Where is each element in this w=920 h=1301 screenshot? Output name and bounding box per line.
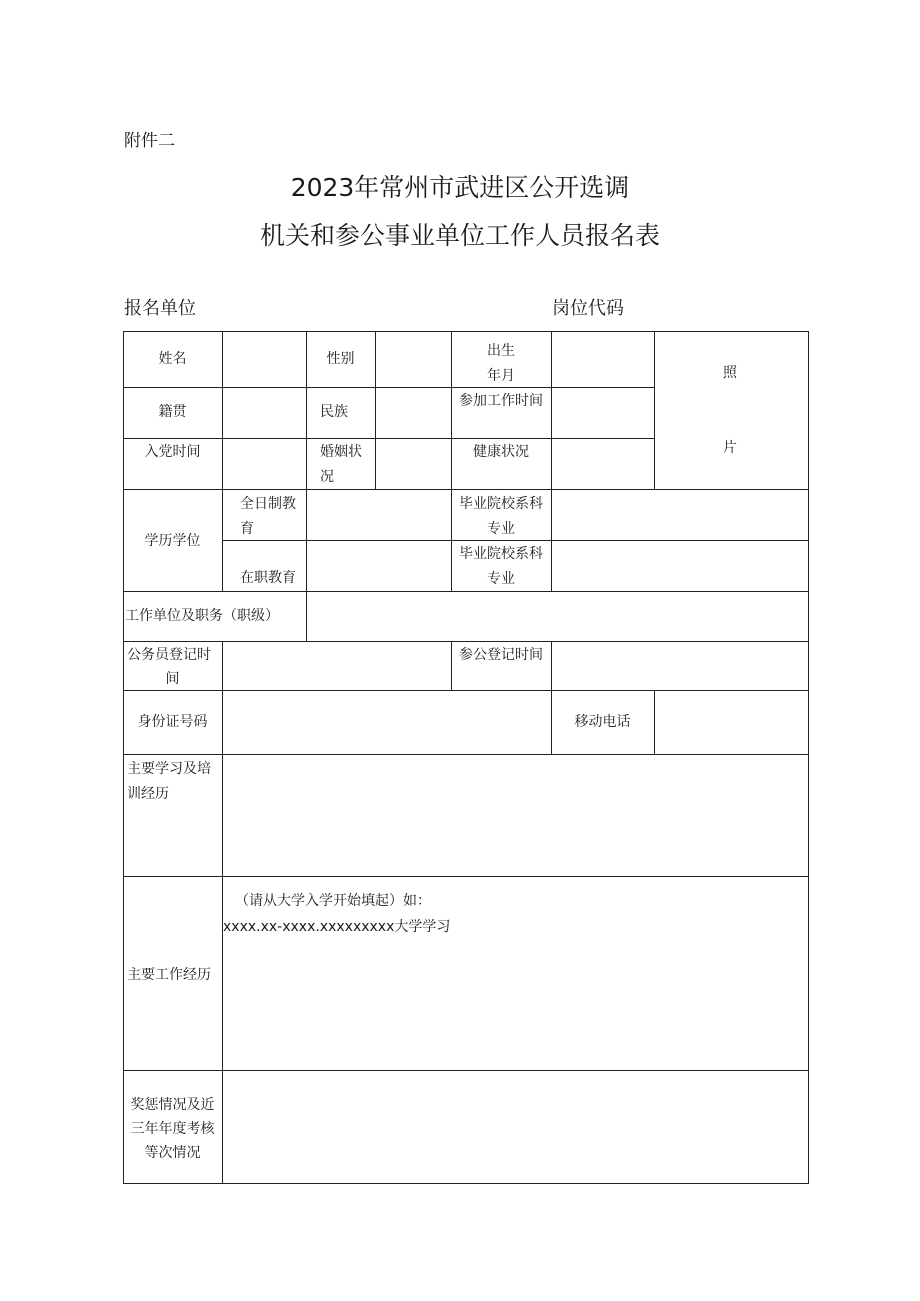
attachment-label: 附件二	[124, 131, 175, 151]
label-school-major-1a: 毕业院校系科	[459, 496, 543, 512]
registration-form	[123, 331, 809, 1184]
label-cg-reg: 参公登记时间	[459, 647, 543, 663]
label-employer-position: 工作单位及职务（职级）	[125, 608, 279, 624]
label-ethnicity: 民族	[320, 404, 348, 420]
label-awards-2: 三年年度考核	[130, 1121, 215, 1137]
label-education: 学历学位	[144, 533, 201, 549]
label-school-major-2b: 专业	[487, 571, 515, 587]
label-inservice: 在职教育	[240, 570, 296, 586]
photo-char-2: 片	[723, 440, 737, 456]
title-line-2: 机关和参公事业单位工作人员报名表	[259, 221, 660, 250]
work-hint-1: （请从大学入学开始填起）如：	[235, 893, 431, 909]
label-party-join: 入党时间	[144, 444, 201, 460]
label-birth-2: 年月	[487, 368, 515, 384]
label-work-start: 参加工作时间	[459, 393, 543, 409]
label-cs-reg-2: 间	[165, 671, 180, 687]
label-marital-1: 婚姻状	[320, 444, 362, 460]
label-id-number: 身份证号码	[137, 714, 208, 730]
title-line-1: 2023年常州市武进区公开选调	[290, 173, 630, 202]
label-fulltime-1: 全日制教	[240, 496, 296, 512]
photo-char-1: 照	[723, 365, 737, 381]
label-birth-1: 出生	[487, 343, 515, 359]
label-name: 姓名	[158, 351, 187, 367]
unit-label: 报名单位	[124, 298, 196, 319]
label-fulltime-2: 育	[240, 521, 254, 537]
label-school-major-2a: 专业	[487, 521, 515, 537]
label-mobile: 移动电话	[574, 714, 631, 730]
label-gender: 性别	[326, 351, 355, 367]
label-awards-1: 奖惩情况及近	[130, 1097, 215, 1113]
label-study-2: 训经历	[127, 786, 169, 802]
post-code-label: 岗位代码	[552, 298, 624, 319]
label-health: 健康状况	[473, 444, 529, 460]
label-study-1: 主要学习及培	[127, 761, 211, 777]
label-awards-3: 等次情况	[144, 1145, 201, 1161]
label-marital-2: 况	[320, 469, 334, 485]
work-hint-2: xxxx.xx-xxxx.xxxxxxxxx大学学习	[223, 919, 451, 935]
label-work-history: 主要工作经历	[127, 967, 211, 983]
label-native-place: 籍贯	[158, 404, 187, 420]
label-school-major-1b: 毕业院校系科	[459, 546, 543, 562]
label-cs-reg-1: 公务员登记时	[127, 647, 211, 663]
